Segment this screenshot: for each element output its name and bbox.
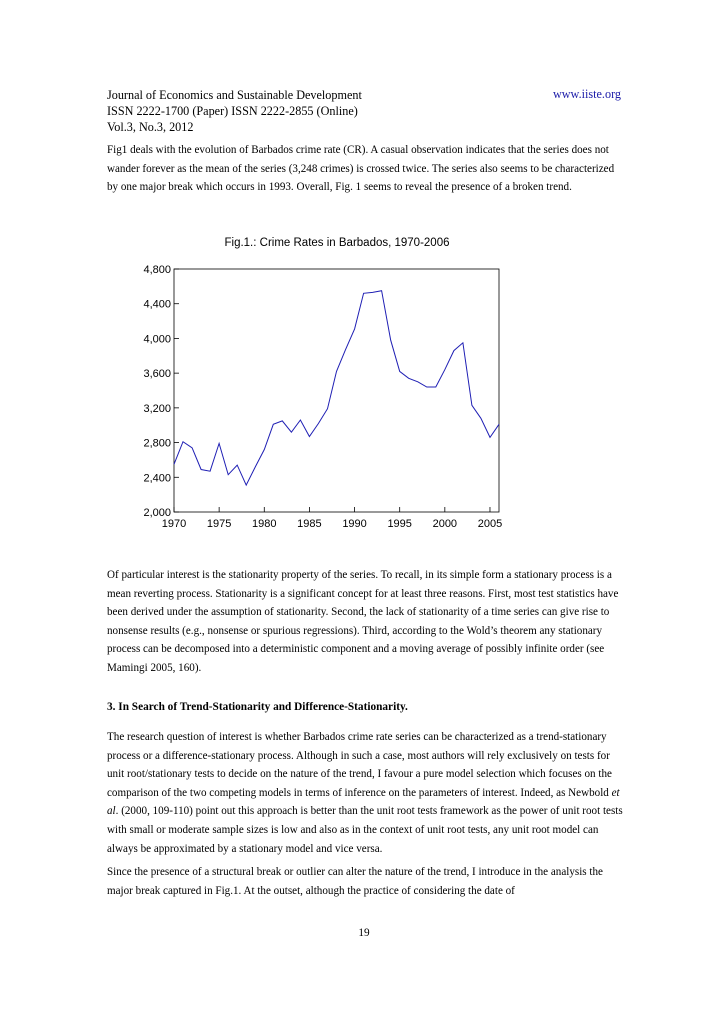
section-heading: 3. In Search of Trend-Stationarity and Difference-Stationarity. [107, 701, 408, 713]
journal-url[interactable]: www.iiste.org [552, 87, 621, 101]
y-tick-label: 4,000 [143, 333, 171, 346]
y-tick-label: 2,400 [143, 472, 171, 485]
y-tick-label: 3,600 [143, 368, 171, 381]
x-tick-label: 2000 [432, 518, 458, 530]
x-tick-label: 1980 [252, 518, 277, 530]
page-number: 19 [358, 927, 370, 939]
x-tick-label: 1995 [387, 518, 412, 530]
x-tick-label: 2005 [477, 518, 503, 530]
y-tick-label: 2,800 [143, 437, 171, 450]
plot-frame [174, 269, 499, 512]
y-tick-label: 3,200 [143, 402, 171, 415]
issn-line: ISSN 2222-1700 (Paper) ISSN 2222-2855 (Online) [107, 104, 358, 118]
x-axis [162, 507, 502, 530]
paragraph-intro: Fig1 deals with the evolution of Barbados crime rate (CR). A casual observation indicates that the series does not wander forever as the mean of the series (3,248 crimes) is crossed twice. The series also seems to be characterized by one major break which occurs in 1993. Overall, Fig. 1 seems to reveal the presence of a broken trend. [107, 144, 615, 194]
x-tick-label: 1985 [297, 518, 322, 530]
crime-rate-chart [0, 225, 728, 535]
x-tick-label: 1970 [161, 518, 187, 530]
crime-rate-line [174, 291, 499, 485]
journal-title: Journal of Economics and Sustainable Development [107, 88, 362, 102]
y-tick-label: 4,800 [143, 264, 171, 276]
chart-title: Fig.1.: Crime Rates in Barbados, 1970-2006 [224, 237, 450, 249]
x-tick-label: 1975 [206, 518, 232, 530]
paragraph-stationarity: Of particular interest is the stationarity property of the series. To recall, in its simple form a stationary process is a mean reverting process. Stationarity is a significant concept for at least three reasons. First, most test statistics have been derived under the assumption of stationarity. Second, the lack of stationarity of a time series can give rise to nonsense results (e.g., nonsense or spurious regressions). Third, according to the Wold’s theorem any stationary process can be decomposed into a deterministic component and a moving average of possibly infinite order (see Mamingi 2005, 160). [107, 569, 619, 674]
paragraph-structural-break: Since the presence of a structural break or outlier can alter the nature of the trend, I introduce in the analysis the major break captured in Fig.1. At the outset, although the practice of considering the date of [107, 866, 603, 897]
y-tick-label: 2,000 [143, 507, 171, 519]
paragraph-research-question: The research question of interest is whether Barbados crime rate series can be characterized as a trend-stationary process or a difference-stationary process. Although in such a case, most authors will rely exclusively on tests for unit root/stationary tests to decide on the nature of the trend, I favour a pure model selection which focuses on the comparison of the two competing models in terms of inference on the parameters of interest. Indeed, as Newbold et al. (2000, 109-110) point out this approach is better than the unit root tests framework as the power of unit root tests with small or moderate sample sizes is low and also as in the context of unit root tests, any unit root model can always be approximated by a stationary model and vice versa. [107, 731, 623, 855]
volume-line: Vol.3, No.3, 2012 [107, 120, 194, 134]
x-tick-label: 1990 [342, 518, 367, 530]
y-tick-label: 4,400 [143, 298, 171, 311]
